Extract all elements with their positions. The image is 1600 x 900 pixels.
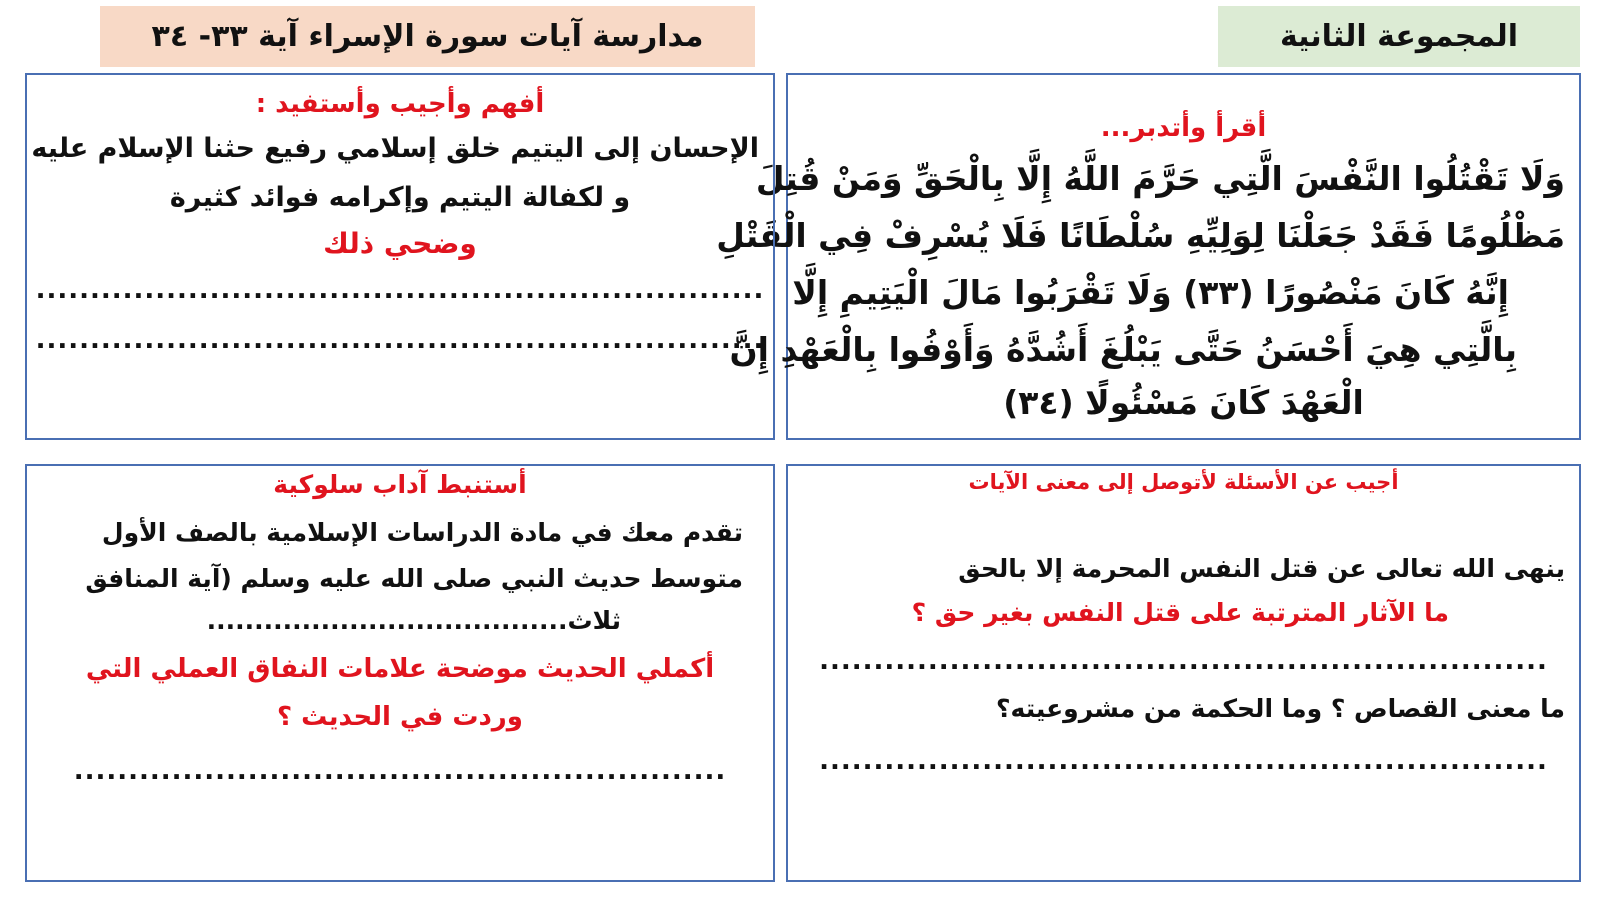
read-reflect-heading: أقرأ وأتدبر... [1100, 113, 1267, 143]
answer-2-line[interactable]: ................................................................... [819, 746, 1548, 776]
deduce-text-line: ثلاث...................................... [206, 606, 621, 635]
statement-text: ينهى الله تعالى عن قتل النفس المحرمة إلا بالحق [958, 554, 1565, 583]
deduce-answer-line[interactable]: ............................................................ [73, 756, 727, 786]
understand-text-line: و لكفالة اليتيم وإكرامه فوائد كثيرة [169, 182, 631, 213]
answer-line-1[interactable]: ................................................................... [35, 275, 765, 305]
questions-heading: أجيب عن الأسئلة لأتوصل إلى معنى الآيات [968, 470, 1399, 494]
deduce-heading: أستنبط آداب سلوكية [273, 470, 527, 499]
deduce-text-line: متوسط حديث النبي صلى الله عليه وسلم (آية المنافق [85, 564, 743, 593]
read-reflect-box [716, 73, 1581, 440]
deduce-question-line: أكملي الحديث موضحة علامات النفاق العملي التي [85, 654, 715, 684]
understand-box [25, 73, 775, 440]
verse-line: الْعَهْدَ كَانَ مَسْئُولًا (٣٤) [1003, 383, 1364, 422]
verse-line: مَظْلُومًا فَقَدْ جَعَلْنَا لِوَلِيِّهِ سُلْطَانًا فَلَا يُسْرِفْ فِي الْقَتْلِ [716, 216, 1565, 255]
understand-question: وضحي ذلك [323, 227, 477, 260]
verse-line: بِالَّتِي هِيَ أَحْسَنُ حَتَّى يَبْلُغَ أَشُدَّهُ وَأَوْفُوا بِالْعَهْدِ إِنَّ [729, 330, 1517, 369]
group-title-banner [1218, 6, 1580, 67]
question-1: ما الآثار المترتبة على قتل النفس بغير حق ؟ [911, 598, 1449, 627]
verse-line: إِنَّهُ كَانَ مَنْصُورًا (٣٣) وَلَا تَقْرَبُوا مَالَ الْيَتِيمِ إِلَّا [792, 273, 1509, 312]
lesson-title: مدارسة آيات سورة الإسراء آية ٣٣- ٣٤ [151, 19, 704, 54]
question-2: ما معنى القصاص ؟ وما الحكمة من مشروعيته؟ [996, 694, 1565, 723]
lesson-title-banner [100, 6, 755, 67]
understand-text-line: الإحسان إلى اليتيم خلق إسلامي رفيع حثنا الإسلام عليه [31, 133, 759, 164]
deduce-text-line: تقدم معك في مادة الدراسات الإسلامية بالصف الأول [101, 518, 743, 547]
deduce-question-line: وردت في الحديث ؟ [277, 702, 523, 732]
verse-line: وَلَا تَقْتُلُوا النَّفْسَ الَّتِي حَرَّمَ اللَّهُ إِلَّا بِالْحَقِّ وَمَنْ قُتِلَ [755, 159, 1565, 198]
questions-box [786, 464, 1581, 882]
understand-heading: أفهم وأجيب وأستفيد : [255, 89, 545, 119]
answer-1-line[interactable]: ................................................................... [819, 646, 1548, 676]
deduce-box [25, 464, 775, 882]
group-title: المجموعة الثانية [1279, 19, 1519, 54]
answer-line-2[interactable]: ................................................................... [35, 325, 765, 355]
